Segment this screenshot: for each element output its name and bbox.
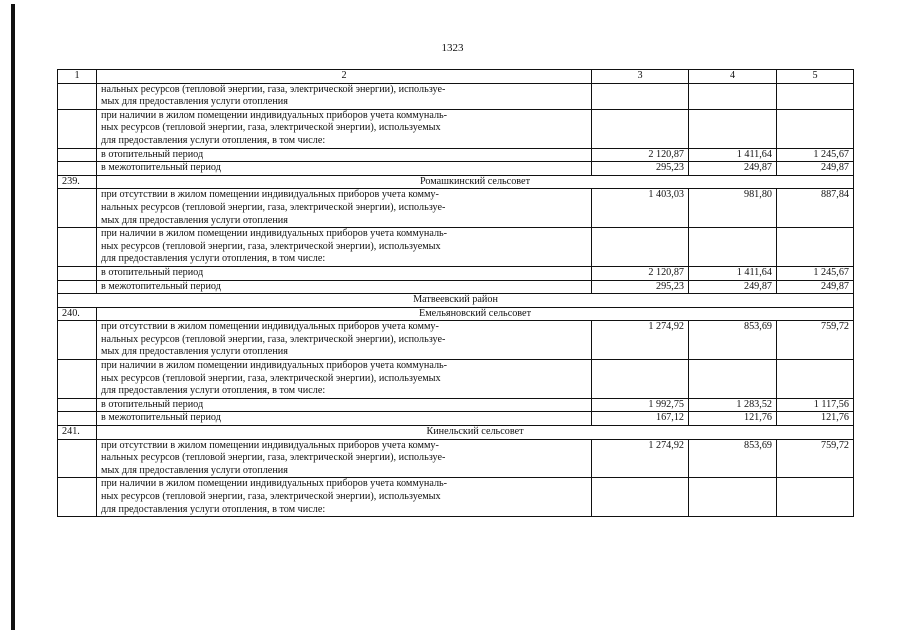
value-col4 [689,360,777,399]
value-col4: 121,76 [689,412,777,426]
value-col4: 1 411,64 [689,148,777,162]
value-col4: 249,87 [689,162,777,176]
value-col3: 1 274,92 [592,439,689,478]
tariff-table [57,69,854,517]
value-col3 [592,109,689,148]
value-col5: 1 245,67 [777,266,854,280]
value-col3: 167,12 [592,412,689,426]
row-number-cell [58,266,97,280]
value-col4: 1 411,64 [689,266,777,280]
value-col3: 1 403,03 [592,189,689,228]
value-col5: 1 245,67 [777,148,854,162]
row-number-cell [58,412,97,426]
row-description: в отопительный период [97,398,592,412]
row-description: нальных ресурсов (тепловой энергии, газа, электрической энергии), используе- мых для предоставления услуги отопления [97,83,592,109]
section-number: 241. [58,426,97,440]
table-row [58,189,854,228]
row-number-cell [58,162,97,176]
value-col3: 2 120,87 [592,148,689,162]
value-col4: 981,80 [689,189,777,228]
header-cell-4: 4 [689,70,777,84]
value-col5: 887,84 [777,189,854,228]
table-row [58,109,854,148]
value-col5: 121,76 [777,412,854,426]
scan-binding-edge [11,4,15,630]
row-number-cell [58,280,97,294]
value-col3 [592,478,689,517]
value-col4: 1 283,52 [689,398,777,412]
value-col5: 1 117,56 [777,398,854,412]
table-row [58,398,854,412]
row-description: при наличии в жилом помещении индивидуальных приборов учета коммуналь- ных ресурсов (тепловой энергии, газа, электрической энергии), используемых для предоставления услуги отопления, в том числе: [97,478,592,517]
district-row [58,294,854,308]
section-row [58,175,854,189]
value-col4 [689,478,777,517]
header-cell-3: 3 [592,70,689,84]
row-description: в отопительный период [97,266,592,280]
row-description: при отсутствии в жилом помещении индивидуальных приборов учета комму- нальных ресурсов (тепловой энергии, газа, электрической энергии), используе- мых для предоставления услуги отопления [97,439,592,478]
header-cell-1: 1 [58,70,97,84]
value-col3: 1 274,92 [592,321,689,360]
value-col3 [592,228,689,267]
row-number-cell [58,398,97,412]
district-title: Матвеевский район [58,294,854,308]
row-number-cell [58,478,97,517]
table-row [58,148,854,162]
row-description: при отсутствии в жилом помещении индивидуальных приборов учета комму- нальных ресурсов (тепловой энергии, газа, электрической энергии), используе- мых для предоставления услуги отопления [97,189,592,228]
value-col5: 249,87 [777,280,854,294]
value-col5 [777,360,854,399]
section-title: Кинельский сельсовет [97,426,854,440]
row-number-cell [58,83,97,109]
value-col5: 249,87 [777,162,854,176]
table-row [58,360,854,399]
row-number-cell [58,228,97,267]
value-col5 [777,478,854,517]
table-row [58,280,854,294]
value-col3: 295,23 [592,280,689,294]
row-description: в отопительный период [97,148,592,162]
section-row [58,307,854,321]
row-number-cell [58,360,97,399]
row-description: в межотопительный период [97,412,592,426]
value-col5 [777,228,854,267]
value-col4 [689,228,777,267]
value-col3 [592,83,689,109]
table-row [58,266,854,280]
header-cell-2: 2 [97,70,592,84]
value-col5 [777,109,854,148]
value-col5: 759,72 [777,439,854,478]
section-row [58,426,854,440]
section-number: 239. [58,175,97,189]
value-col3: 2 120,87 [592,266,689,280]
row-number-cell [58,439,97,478]
row-description: в межотопительный период [97,162,592,176]
table-row [58,162,854,176]
value-col4 [689,83,777,109]
row-description: в межотопительный период [97,280,592,294]
row-number-cell [58,148,97,162]
value-col4: 853,69 [689,321,777,360]
value-col3: 295,23 [592,162,689,176]
table-row [58,228,854,267]
row-description: при наличии в жилом помещении индивидуальных приборов учета коммуналь- ных ресурсов (тепловой энергии, газа, электрической энергии), используемых для предоставления услуги отопления, в том числе: [97,360,592,399]
section-title: Ромашкинский сельсовет [97,175,854,189]
value-col5 [777,83,854,109]
section-title: Емельяновский сельсовет [97,307,854,321]
table-row [58,439,854,478]
row-number-cell [58,189,97,228]
value-col3: 1 992,75 [592,398,689,412]
row-description: при отсутствии в жилом помещении индивидуальных приборов учета комму- нальных ресурсов (тепловой энергии, газа, электрической энергии), используе- мых для предоставления услуги отопления [97,321,592,360]
page-number: 1323 [441,42,464,54]
table-row [58,83,854,109]
row-description: при наличии в жилом помещении индивидуальных приборов учета коммуналь- ных ресурсов (тепловой энергии, газа, электрической энергии), используемых для предоставления услуги отопления, в том числе: [97,228,592,267]
value-col4: 853,69 [689,439,777,478]
row-number-cell [58,109,97,148]
section-number: 240. [58,307,97,321]
table-row [58,412,854,426]
table-row [58,478,854,517]
table-body [58,70,854,517]
table-row [58,321,854,360]
value-col4: 249,87 [689,280,777,294]
value-col4 [689,109,777,148]
table-header-row [58,70,854,84]
header-cell-5: 5 [777,70,854,84]
value-col5: 759,72 [777,321,854,360]
row-description: при наличии в жилом помещении индивидуальных приборов учета коммуналь- ных ресурсов (тепловой энергии, газа, электрической энергии), используемых для предоставления услуги отопления, в том числе: [97,109,592,148]
value-col3 [592,360,689,399]
row-number-cell [58,321,97,360]
